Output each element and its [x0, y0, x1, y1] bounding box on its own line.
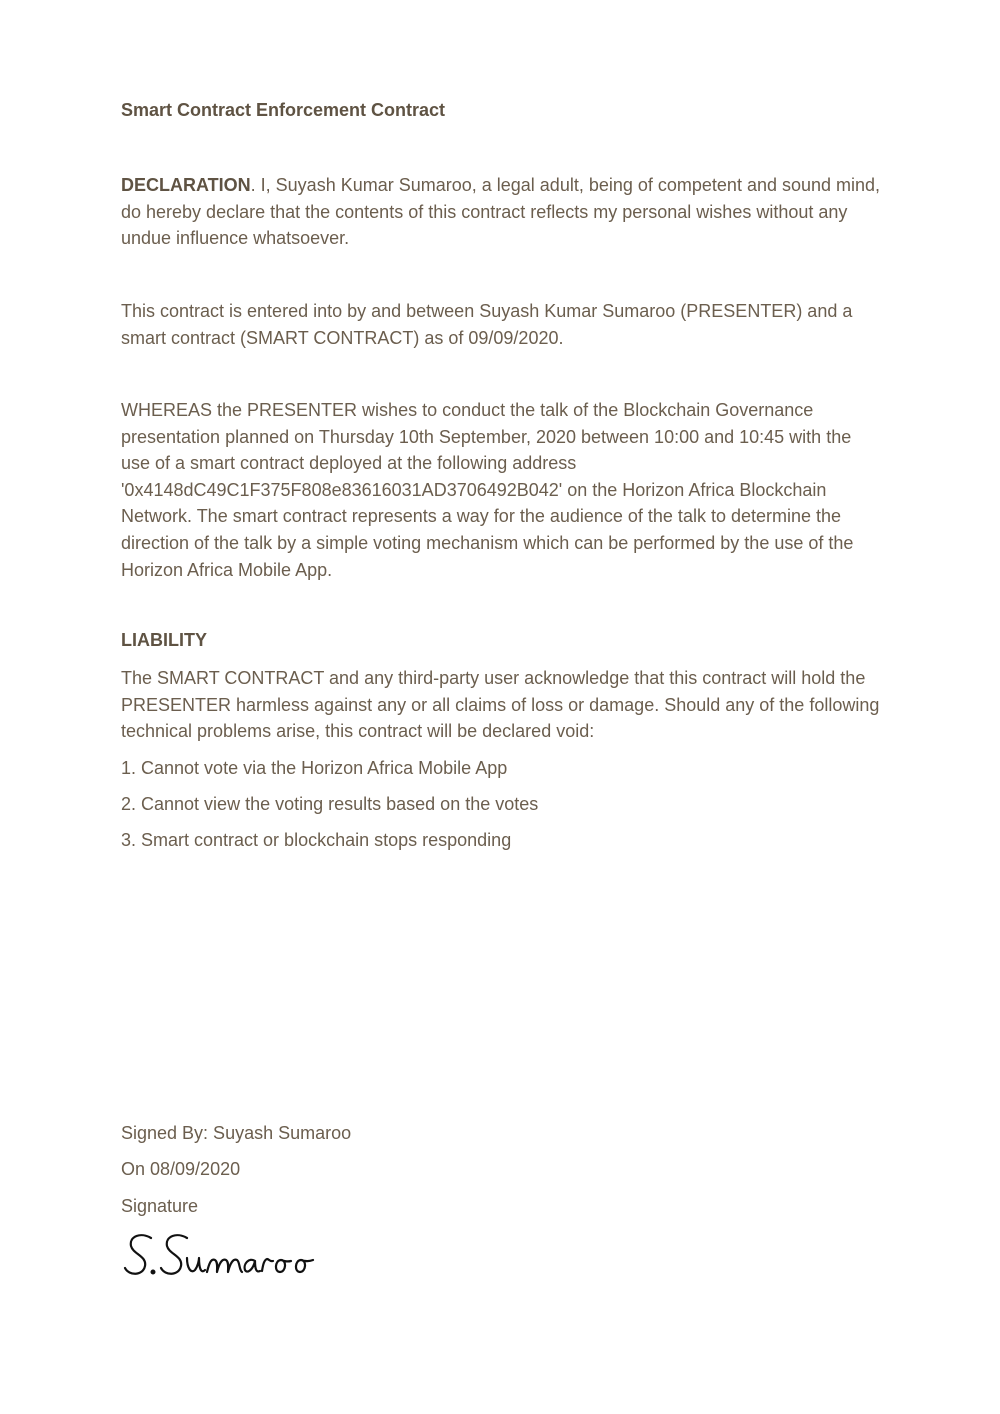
intro-paragraph: This contract is entered into by and between Suyash Kumar Sumaroo (PRESENTER) and a smart contract (SMART CONTRACT) as of 09/09/2020.	[121, 301, 853, 348]
whereas-paragraph: WHEREAS the PRESENTER wishes to conduct the talk of the Blockchain Governance presentation planned on Thursday 10th September, 2020 between 10:00 and 10:45 with the use of a smart contract deployed at the following address '0x4148dC49C1F375F808e83616031AD3706492B042' on the Horizon Africa Blockchain Network. The smart contract represents a way for the audience of the talk to determine the direction of the talk by a simple voting mechanism which can be performed by the use of the Horizon Africa Mobile App.	[121, 400, 854, 580]
document-title: Smart Contract Enforcement Contract	[121, 100, 446, 120]
signature-label: Signature	[121, 1196, 199, 1216]
handwritten-signature	[121, 1228, 331, 1284]
contract-page	[121, 0, 891, 1414]
liability-paragraph: The SMART CONTRACT and any third-party user acknowledge that this contract will hold the PRESENTER harmless against any or all claims of loss or damage. Should any of the following technical problems arise, this contract will be declared void:	[121, 668, 880, 742]
declaration-text: . I, Suyash Kumar Sumaroo, a legal adult, being of competent and sound mind, do hereby declare that the contents of this contract reflects my personal wishes without any undue influence whatsoever.	[121, 175, 881, 249]
list-item: 3. Smart contract or blockchain stops responding	[121, 830, 512, 850]
signed-by-line: Signed By: Suyash Sumaroo	[121, 1123, 352, 1143]
signed-date-line: On 08/09/2020	[121, 1159, 241, 1179]
list-item: 2. Cannot view the voting results based on the votes	[121, 794, 539, 814]
list-item: 1. Cannot vote via the Horizon Africa Mobile App	[121, 758, 508, 778]
liability-heading: LIABILITY	[121, 630, 207, 650]
declaration-paragraph	[121, 172, 881, 252]
declaration-label: DECLARATION	[121, 175, 251, 195]
